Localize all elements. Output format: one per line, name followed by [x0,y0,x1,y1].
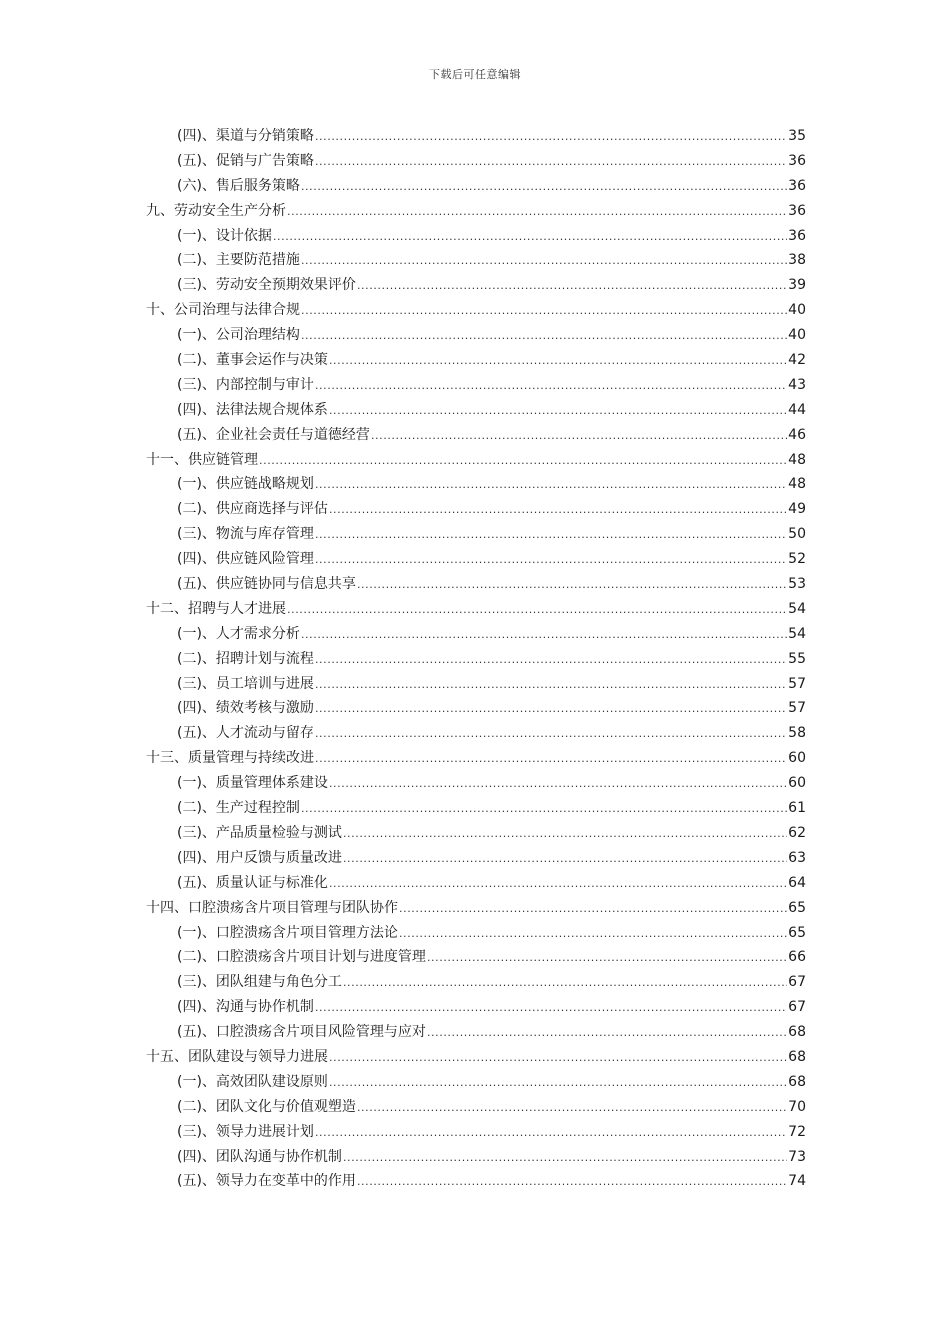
toc-entry-title: (四)、绩效考核与激励 [177,700,314,717]
toc-page-number: 67 [788,999,806,1016]
toc-section-entry[interactable] [146,872,806,897]
toc-entry-title: (二)、生产过程控制 [177,800,300,817]
toc-section-entry[interactable] [146,424,806,449]
toc-dot-leader [357,1175,787,1188]
toc-dot-leader [329,404,787,417]
toc-section-entry[interactable] [146,399,806,424]
toc-section-entry[interactable] [146,847,806,872]
toc-dot-leader [315,1126,787,1139]
toc-page-number: 43 [788,376,806,393]
toc-section-entry[interactable] [146,722,806,747]
toc-section-entry[interactable] [146,374,806,399]
toc-entry-title: 十、公司治理与法律合规 [146,302,300,319]
toc-dot-leader [427,1026,787,1039]
toc-page-number: 36 [788,202,806,219]
toc-dot-leader [329,354,787,367]
toc-entry-title: (三)、员工培训与进展 [177,675,314,692]
toc-dot-leader [343,1151,787,1164]
toc-entry-title: (一)、供应链战略规划 [177,476,314,493]
toc-page-number: 60 [788,750,806,767]
toc-page-number: 40 [788,302,806,319]
toc-page-number: 46 [788,426,806,443]
toc-dot-leader [329,777,787,790]
toc-page-number: 40 [788,327,806,344]
toc-section-entry[interactable] [146,822,806,847]
toc-section-entry[interactable] [146,225,806,250]
toc-page-number: 36 [788,177,806,194]
toc-page-number: 38 [788,252,806,269]
toc-page-number: 48 [788,451,806,468]
toc-section-entry[interactable] [146,946,806,971]
toc-section-entry[interactable] [146,125,806,150]
toc-page-number: 65 [788,899,806,916]
toc-entry-title: 十二、招聘与人才进展 [146,600,286,617]
toc-entry-title: (二)、供应商选择与评估 [177,501,328,518]
toc-page-number: 54 [788,600,806,617]
toc-entry-title: (三)、领导力进展计划 [177,1123,314,1140]
toc-dot-leader [315,528,787,541]
toc-entry-title: (五)、企业社会责任与道德经营 [177,426,370,443]
toc-page-number: 36 [788,227,806,244]
toc-page-number: 42 [788,352,806,369]
toc-dot-leader [315,478,787,491]
toc-page-number: 60 [788,775,806,792]
toc-dot-leader [301,329,787,342]
toc-entry-title: (一)、公司治理结构 [177,327,300,344]
toc-entry-title: (一)、高效团队建设原则 [177,1073,328,1090]
toc-entry-title: (三)、劳动安全预期效果评价 [177,277,356,294]
toc-chapter-entry[interactable] [146,1046,806,1071]
toc-section-entry[interactable] [146,349,806,374]
toc-page-number: 53 [788,576,806,593]
toc-dot-leader [343,852,787,865]
toc-dot-leader [315,553,787,566]
toc-page-number: 48 [788,476,806,493]
toc-page-number: 74 [788,1173,806,1190]
toc-dot-leader [427,951,787,964]
toc-dot-leader [301,180,787,193]
toc-section-entry[interactable] [146,175,806,200]
toc-section-entry[interactable] [146,797,806,822]
toc-dot-leader [315,1001,787,1014]
toc-dot-leader [287,205,787,218]
toc-entry-title: (二)、主要防范措施 [177,252,300,269]
toc-chapter-entry[interactable] [146,747,806,772]
toc-section-entry[interactable] [146,548,806,573]
toc-section-entry[interactable] [146,971,806,996]
toc-page-number: 36 [788,152,806,169]
toc-page-number: 73 [788,1148,806,1165]
toc-dot-leader [343,827,787,840]
toc-page-number: 50 [788,526,806,543]
toc-dot-leader [357,279,787,292]
toc-dot-leader [301,304,787,317]
toc-entry-title: (二)、董事会运作与决策 [177,352,328,369]
toc-dot-leader [399,902,787,915]
toc-entry-title: (四)、法律法规合规体系 [177,401,328,418]
toc-dot-leader [315,727,787,740]
toc-page-number: 55 [788,650,806,667]
toc-page-number: 58 [788,725,806,742]
toc-entry-title: (六)、售后服务策略 [177,177,300,194]
toc-dot-leader [329,503,787,516]
toc-page-number: 67 [788,974,806,991]
toc-entry-title: (五)、促销与广告策略 [177,152,314,169]
toc-dot-leader [329,1076,787,1089]
toc-chapter-entry[interactable] [146,449,806,474]
toc-page-number: 65 [788,924,806,941]
toc-entry-title: (三)、物流与库存管理 [177,526,314,543]
toc-section-entry[interactable] [146,1096,806,1121]
toc-chapter-entry[interactable] [146,897,806,922]
toc-section-entry[interactable] [146,772,806,797]
toc-entry-title: (五)、口腔溃疡含片项目风险管理与应对 [177,1024,426,1041]
toc-dot-leader [315,678,787,691]
toc-entry-title: (三)、产品质量检验与测试 [177,824,342,841]
toc-section-entry[interactable] [146,1146,806,1171]
toc-entry-title: (三)、内部控制与审计 [177,376,314,393]
toc-section-entry[interactable] [146,274,806,299]
toc-chapter-entry[interactable] [146,299,806,324]
toc-section-entry[interactable] [146,498,806,523]
toc-page-number: 35 [788,128,806,144]
toc-section-entry[interactable] [146,1071,806,1096]
toc-dot-leader [315,653,787,666]
toc-page-number: 54 [788,625,806,642]
toc-dot-leader [301,802,787,815]
toc-entry-title: (五)、供应链协同与信息共享 [177,576,356,593]
toc-dot-leader [273,230,787,243]
toc-page-number: 68 [788,1024,806,1041]
toc-page-number: 62 [788,824,806,841]
toc-page-number: 72 [788,1123,806,1140]
toc-dot-leader [399,927,787,940]
toc-dot-leader [301,628,787,641]
toc-page-number: 64 [788,874,806,891]
toc-entry-title: (一)、设计依据 [177,227,272,244]
toc-section-entry[interactable] [146,922,806,947]
toc-dot-leader [357,578,787,591]
toc-entry-title: (四)、渠道与分销策略 [177,128,314,144]
toc-section-entry[interactable] [146,648,806,673]
toc-section-entry[interactable] [146,673,806,698]
toc-entry-title: (四)、用户反馈与质量改进 [177,849,342,866]
toc-section-entry[interactable] [146,697,806,722]
toc-section-entry[interactable] [146,150,806,175]
toc-section-entry[interactable] [146,249,806,274]
toc-page-number: 68 [788,1073,806,1090]
toc-section-entry[interactable] [146,623,806,648]
toc-dot-leader [259,454,787,467]
toc-section-entry[interactable] [146,573,806,598]
toc-page-number: 39 [788,277,806,294]
toc-entry-title: (五)、质量认证与标准化 [177,874,328,891]
toc-entry-title: (二)、团队文化与价值观塑造 [177,1098,356,1115]
toc-dot-leader [301,254,787,267]
toc-dot-leader [315,155,787,168]
toc-entry-title: 十五、团队建设与领导力进展 [146,1048,328,1065]
page-header: 下载后可任意编辑 [429,68,521,81]
toc-page-number: 61 [788,800,806,817]
toc-dot-leader [315,752,787,765]
toc-page-number: 57 [788,700,806,717]
toc-dot-leader [371,429,787,442]
toc-entry-title: (四)、沟通与协作机制 [177,999,314,1016]
toc-page-number: 52 [788,551,806,568]
toc-section-entry[interactable] [146,523,806,548]
toc-dot-leader [315,379,787,392]
toc-page-number: 44 [788,401,806,418]
toc-entry-title: (一)、质量管理体系建设 [177,775,328,792]
toc-entry-title: (四)、团队沟通与协作机制 [177,1148,342,1165]
toc-entry-title: 九、劳动安全生产分析 [146,202,286,219]
toc-dot-leader [315,702,787,715]
toc-entry-title: 十三、质量管理与持续改进 [146,750,314,767]
toc-entry-title: (一)、口腔溃疡含片项目管理方法论 [177,924,398,941]
table-of-contents [146,125,806,1195]
toc-entry-title: (一)、人才需求分析 [177,625,300,642]
toc-section-entry[interactable] [146,1170,806,1195]
toc-page-number: 66 [788,949,806,966]
toc-entry-title: 十四、口腔溃疡含片项目管理与团队协作 [146,899,398,916]
toc-entry-title: (三)、团队组建与角色分工 [177,974,342,991]
toc-dot-leader [329,1051,787,1064]
toc-page-number: 70 [788,1098,806,1115]
toc-section-entry[interactable] [146,996,806,1021]
toc-chapter-entry[interactable] [146,200,806,225]
toc-dot-leader [287,603,787,616]
toc-dot-leader [315,130,787,143]
toc-entry-title: (五)、人才流动与留存 [177,725,314,742]
toc-dot-leader [357,1101,787,1114]
toc-section-entry[interactable] [146,324,806,349]
toc-entry-title: (四)、供应链风险管理 [177,551,314,568]
toc-dot-leader [343,976,787,989]
toc-entry-title: 十一、供应链管理 [146,451,258,468]
toc-page-number: 68 [788,1048,806,1065]
toc-dot-leader [329,877,787,890]
toc-section-entry[interactable] [146,1121,806,1146]
toc-section-entry[interactable] [146,473,806,498]
toc-entry-title: (五)、领导力在变革中的作用 [177,1173,356,1190]
toc-entry-title: (二)、招聘计划与流程 [177,650,314,667]
toc-entry-title: (二)、口腔溃疡含片项目计划与进度管理 [177,949,426,966]
toc-section-entry[interactable] [146,1021,806,1046]
toc-page-number: 49 [788,501,806,518]
toc-page-number: 57 [788,675,806,692]
toc-chapter-entry[interactable] [146,598,806,623]
toc-page-number: 63 [788,849,806,866]
